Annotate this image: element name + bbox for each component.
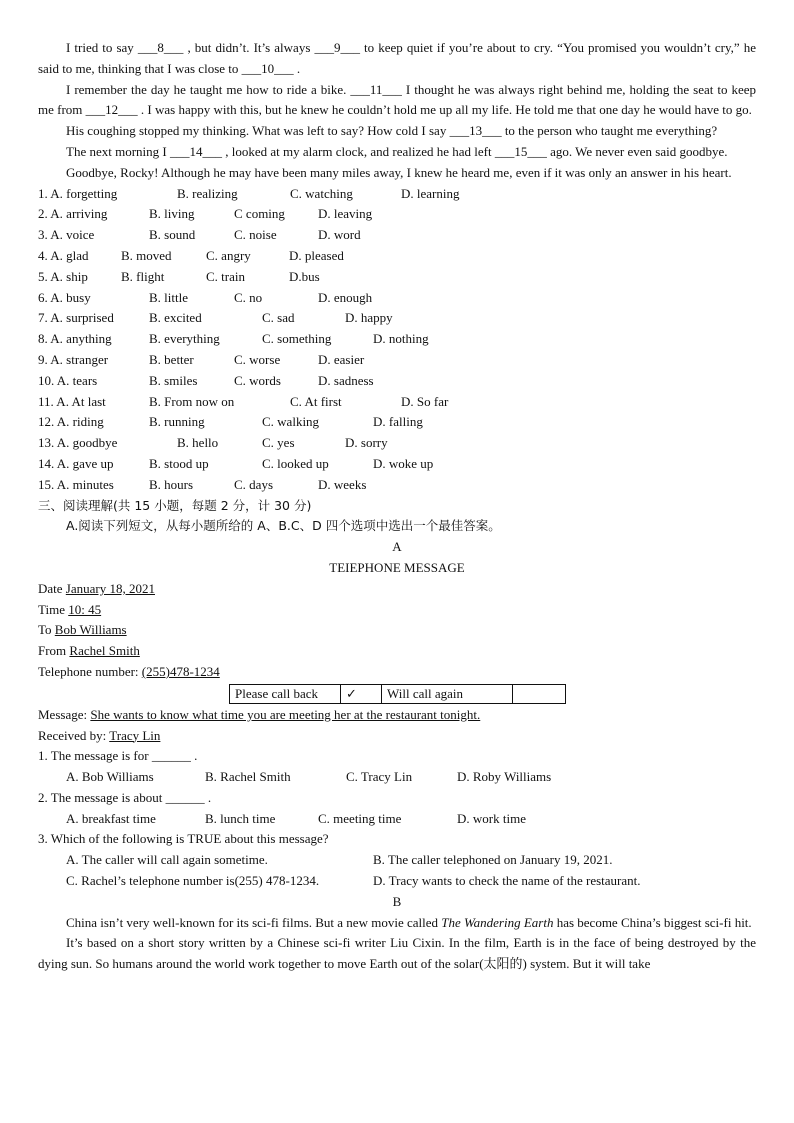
option-row — [38, 475, 756, 496]
time-line — [38, 600, 756, 621]
option-d: D. sorry — [345, 435, 388, 451]
option-d: D. nothing — [373, 331, 429, 347]
option-row — [38, 184, 756, 205]
option-c: C. yes — [262, 435, 295, 451]
cloze-paragraph: His coughing stopped my thinking. What was left to say? How cold I say ___13___ to the person who taught me everything? — [66, 123, 718, 139]
to-value: Bob Williams — [54, 622, 127, 638]
section-heading: 三、阅读理解(共 15 小题，每题 2 分，计 30 分) — [38, 497, 312, 513]
callback-check: ✓ — [341, 684, 382, 703]
option-c: C. days — [234, 476, 273, 492]
cloze-paragraph: Goodbye, Rocky! Although he may have been many miles away, I knew he heard me, even if it was only an answer in his heart. — [66, 164, 732, 180]
cloze-paragraph: The next morning I ___14___ , looked at my alarm clock, and realized he had left ___15___ ago. We never even said goodbye. — [66, 143, 728, 159]
option-row — [38, 308, 756, 329]
option-c: C. sad — [262, 310, 295, 326]
option-b: B. moved — [121, 247, 172, 263]
option-d: D. learning — [401, 185, 460, 201]
passage-letter: B — [392, 893, 402, 909]
option-d: D. So far — [401, 393, 449, 409]
option-a: 9. A. stranger — [38, 351, 109, 367]
option-c: C. train — [206, 268, 245, 284]
question-options — [38, 850, 756, 871]
option-c: C. Rachel’s telephone number is(255) 478-1234. — [66, 873, 320, 889]
option-c: C. watching — [290, 185, 353, 201]
option-d: D. enough — [318, 289, 373, 305]
passage-b-text: has become China’s biggest sci-fi hit. — [553, 914, 752, 930]
time-value: 10: 45 — [68, 601, 102, 617]
option-c: C. Tracy Lin — [346, 769, 413, 785]
received-label: Received by: — [38, 727, 110, 743]
option-b: B. flight — [121, 268, 165, 284]
option-d: D. sadness — [318, 372, 374, 388]
to-label: To — [38, 622, 55, 638]
option-row — [38, 204, 756, 225]
movie-title: The Wandering Earth — [441, 914, 554, 930]
phone-line — [38, 662, 756, 683]
option-d: D. weeks — [318, 476, 367, 492]
option-row — [38, 246, 756, 267]
option-a: 11. A. At last — [38, 393, 106, 409]
option-a: 13. A. goodbye — [38, 435, 118, 451]
option-b: B. better — [149, 351, 194, 367]
date-line — [38, 579, 756, 600]
message-value: She wants to know what time you are meeting her at the restaurant tonight. — [90, 706, 481, 722]
option-c: C. noise — [234, 227, 277, 243]
option-d: D. easier — [318, 351, 365, 367]
option-c: C. no — [234, 289, 263, 305]
option-c: C. looked up — [262, 455, 329, 471]
page-content — [38, 38, 756, 975]
option-a: A. breakfast time — [66, 810, 156, 826]
option-d: D. woke up — [373, 455, 434, 471]
passage-b-paragraph: It’s based on a short story written by a Chinese sci-fi writer Liu Cixin. In the film, Earth is in the face of being destroyed by the dying sun. So humans around the world work together to move Earth out of the solar(太阳的) system. But it will take — [38, 935, 756, 972]
date-label: Date — [38, 580, 66, 596]
option-row — [38, 288, 756, 309]
option-row — [38, 454, 756, 475]
question-options — [38, 767, 756, 788]
message-line — [38, 705, 756, 726]
option-b: B. living — [149, 206, 195, 222]
option-c: C. worse — [234, 351, 281, 367]
callback-label: Please call back — [230, 684, 341, 703]
option-a: A. The caller will call again sometime. — [66, 852, 268, 868]
passage-b-paragraph — [38, 913, 756, 934]
option-a: 1. A. forgetting — [38, 185, 118, 201]
option-row — [38, 392, 756, 413]
option-d: D. leaving — [318, 206, 373, 222]
from-line — [38, 641, 756, 662]
option-d: D. Tracy wants to check the name of the restaurant. — [373, 873, 641, 889]
option-row — [38, 350, 756, 371]
option-a: A. Bob Williams — [66, 769, 154, 785]
question-options — [38, 871, 756, 892]
option-row — [38, 412, 756, 433]
passage-b-text: China isn’t very well-known for its sci-fi films. But a new movie called — [66, 914, 442, 930]
option-row — [38, 267, 756, 288]
option-b: B. everything — [149, 331, 220, 347]
section-instruction: A.阅读下列短文，从每小题所给的 A、B.C、D 四个选项中选出一个最佳答案。 — [66, 518, 501, 534]
option-b: B. lunch time — [205, 810, 276, 826]
message-title: TEIEPHONE MESSAGE — [329, 559, 465, 575]
option-a: 3. A. voice — [38, 227, 95, 243]
cloze-options-list — [38, 184, 756, 496]
option-b: B. smiles — [149, 372, 198, 388]
option-b: B. sound — [149, 227, 196, 243]
option-row — [38, 371, 756, 392]
option-c: C. At first — [290, 393, 342, 409]
option-a: 2. A. arriving — [38, 206, 108, 222]
option-c: C. angry — [206, 247, 251, 263]
option-a: 12. A. riding — [38, 414, 104, 430]
option-a: 4. A. glad — [38, 247, 89, 263]
question-stem: 1. The message is for ______ . — [38, 748, 198, 764]
option-b: B. hello — [177, 435, 219, 451]
option-a: 7. A. surprised — [38, 310, 114, 326]
question-stem: 3. Which of the following is TRUE about this message? — [38, 831, 329, 847]
message-label: Message: — [38, 706, 91, 722]
from-label: From — [38, 643, 70, 659]
question-options — [38, 809, 756, 830]
option-d: D.bus — [289, 268, 320, 284]
option-b: B. realizing — [177, 185, 238, 201]
option-c: C. meeting time — [318, 810, 402, 826]
option-a: 14. A. gave up — [38, 455, 114, 471]
option-c: C. something — [262, 331, 332, 347]
option-d: D. word — [318, 227, 361, 243]
callagain-check — [513, 684, 566, 703]
callagain-label: Will call again — [382, 684, 513, 703]
option-row — [38, 225, 756, 246]
from-value: Rachel Smith — [69, 643, 140, 659]
option-b: B. excited — [149, 310, 202, 326]
option-b: B. hours — [149, 476, 194, 492]
option-a: 6. A. busy — [38, 289, 91, 305]
callback-table — [229, 684, 566, 704]
option-c: C coming — [234, 206, 285, 222]
option-b: B. The caller telephoned on January 19, 2021. — [373, 852, 613, 868]
option-d: D. work time — [457, 810, 526, 826]
option-b: B. Rachel Smith — [205, 769, 291, 785]
option-a: 15. A. minutes — [38, 476, 114, 492]
option-d: D. falling — [373, 414, 423, 430]
option-b: B. From now on — [149, 393, 235, 409]
option-a: 10. A. tears — [38, 372, 98, 388]
option-b: B. little — [149, 289, 188, 305]
to-line — [38, 620, 756, 641]
phone-label: Telephone number: — [38, 663, 142, 679]
option-c: C. walking — [262, 414, 320, 430]
phone-value: (255)478-1234 — [141, 663, 220, 679]
received-line — [38, 726, 756, 747]
cloze-paragraph: I tried to say ___8___ , but didn’t. It’s always ___9___ to keep quiet if you’re about to cry. “You promised you wouldn’t cry,” he said to me, thinking that I was close to ___10___ . — [38, 40, 756, 76]
received-value: Tracy Lin — [109, 727, 161, 743]
date-value: January 18, 2021 — [65, 580, 155, 596]
option-row — [38, 433, 756, 454]
option-a: 8. A. anything — [38, 331, 112, 347]
option-b: B. running — [149, 414, 205, 430]
option-d: D. happy — [345, 310, 393, 326]
cloze-paragraph: I remember the day he taught me how to ride a bike. ___11___ I thought he was always right behind me, holding the seat to keep me from ___12___ . I was happy with this, but he knew he couldn’t hold me up all my life. He told me that one day he would have to go. — [38, 81, 756, 118]
option-d: D. pleased — [289, 247, 344, 263]
option-a: 5. A. ship — [38, 268, 88, 284]
option-row — [38, 329, 756, 350]
time-label: Time — [38, 601, 69, 617]
option-d: D. Roby Williams — [457, 769, 552, 785]
question-stem: 2. The message is about ______ . — [38, 789, 212, 805]
option-b: B. stood up — [149, 455, 209, 471]
option-c: C. words — [234, 372, 281, 388]
passage-letter: A — [392, 539, 402, 555]
